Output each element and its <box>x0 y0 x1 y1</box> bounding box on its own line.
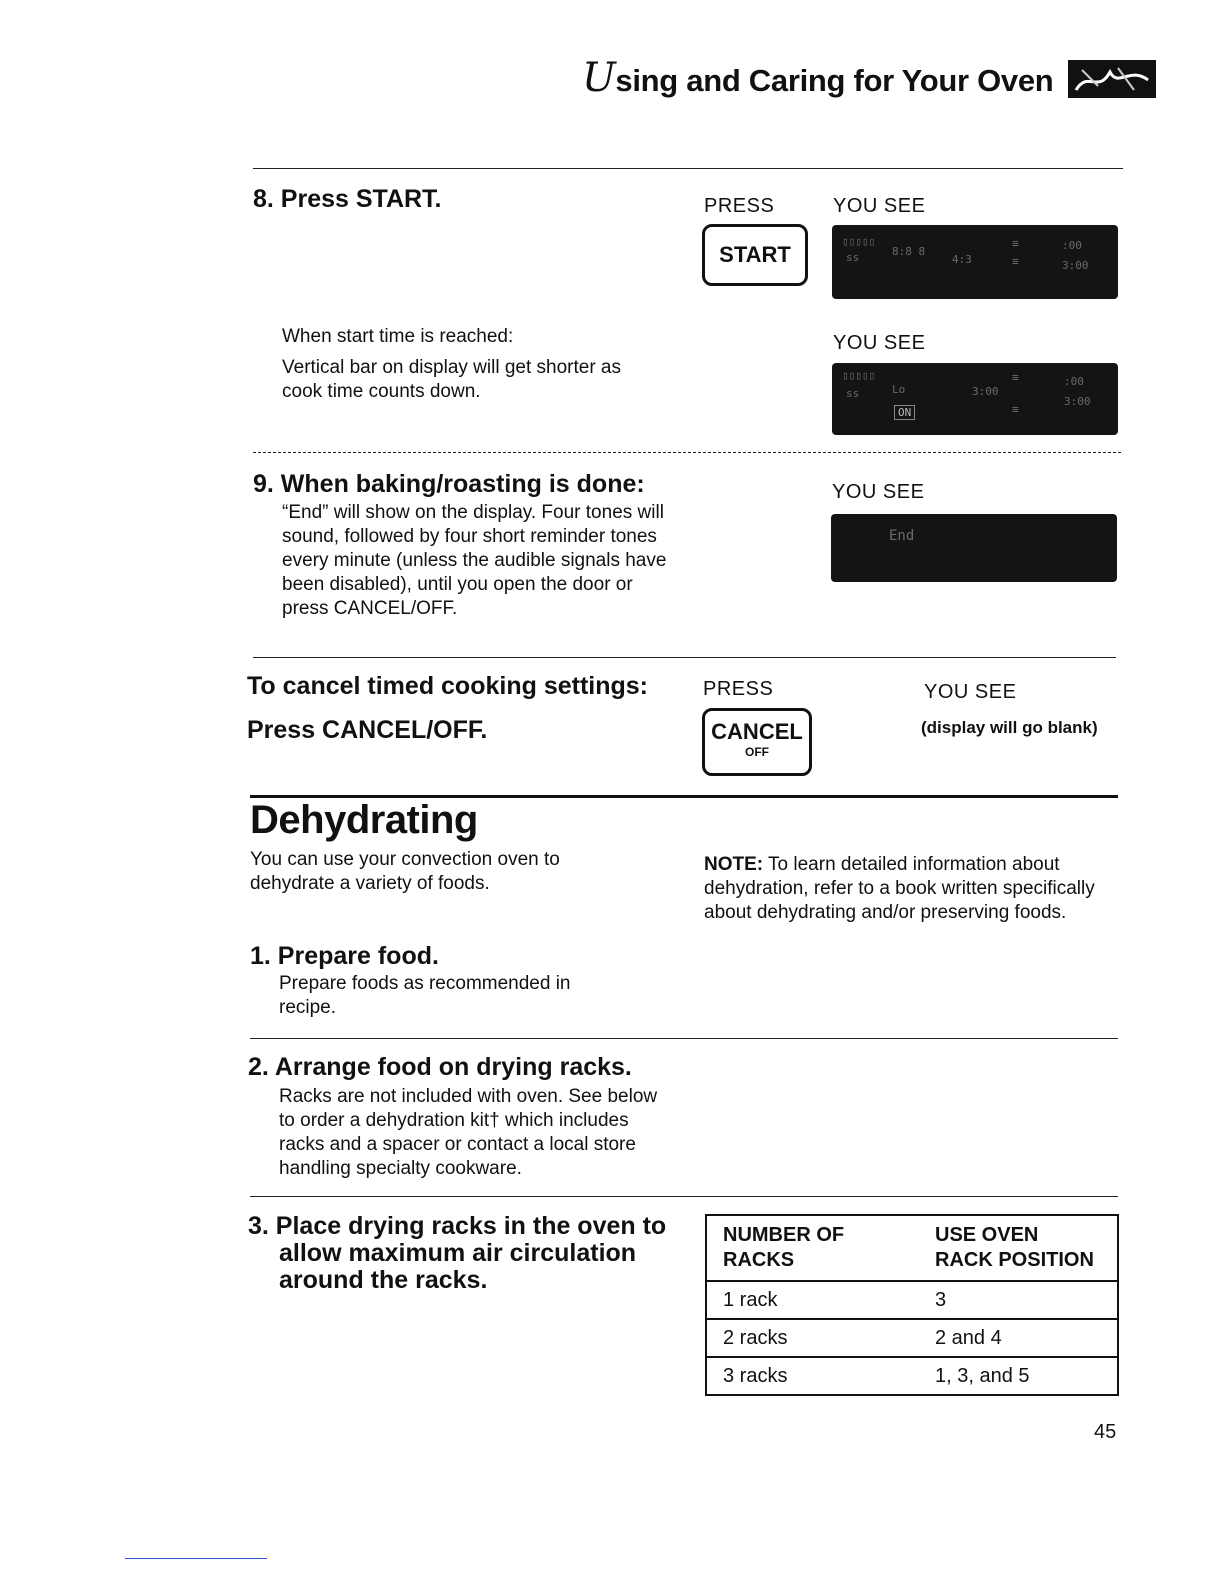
table-cell: 2 racks <box>706 1319 919 1357</box>
divider <box>253 657 1116 658</box>
page-number: 45 <box>1094 1421 1117 1443</box>
step-9-body: “End” will show on the display. Four tones will sound, followed by four short reminder tones every minute (unless the audible signals have been disabled), until you open the door or press CANCEL/OFF. <box>282 502 667 619</box>
rack-position-table <box>705 1214 1119 1396</box>
note-label: NOTE: <box>704 854 764 875</box>
footnote-rule <box>125 1558 267 1559</box>
step-1-title: 1. Prepare food. <box>250 942 439 970</box>
section-heading: Dehydrating <box>250 798 478 842</box>
you-see-label: YOU SEE <box>833 195 926 217</box>
display-panel-cooking: ▯▯▯▯▯ ss Lo 3:00 ≡ ≡ :00 3:00 ON <box>832 363 1118 435</box>
note-text: To learn detailed information about dehydration, refer to a book written specifically about dehydrating and/or preserving foods. <box>704 854 1095 923</box>
step-1-body: Prepare foods as recommended in recipe. <box>279 973 571 1018</box>
press-label: PRESS <box>703 678 774 700</box>
you-see-label: YOU SEE <box>924 681 1017 703</box>
dehydration-note <box>704 853 1108 925</box>
table-header-row <box>706 1215 1118 1281</box>
off-key-label: OFF <box>745 745 769 759</box>
step-2-body: Racks are not included with oven. See below to order a dehydration kit† which includes racks and a spacer or contact a local store handling specialty cookware. <box>279 1086 658 1179</box>
table-cell: 3 racks <box>706 1357 919 1395</box>
page-header-title: Using and Caring for Your Oven <box>582 55 1054 101</box>
start-reached-text: When start time is reached: <box>282 326 514 347</box>
you-see-label: YOU SEE <box>832 481 925 503</box>
display-panel-end <box>831 514 1117 582</box>
table-cell: 3 <box>919 1281 1118 1319</box>
divider <box>250 1196 1118 1197</box>
display-on-indicator: ON <box>894 405 915 420</box>
display-panel-start: ▯▯▯▯▯ ss 8:8 8 4:3 ≡ ≡ :00 3:00 <box>832 225 1118 299</box>
display-blank-note: (display will go blank) <box>921 718 1098 737</box>
step-3-title: 3. Place drying racks in the oven to allow maximum air circulation around the racks. <box>248 1212 667 1294</box>
step-2-title: 2. Arrange food on drying racks. <box>248 1053 632 1081</box>
table-row <box>706 1281 1118 1319</box>
press-label: PRESS <box>704 195 775 217</box>
display-end-text: End <box>889 528 915 544</box>
dehydrating-intro: You can use your convection oven to dehydrate a variety of foods. <box>250 849 560 894</box>
step-9-title: 9. When baking/roasting is done: <box>253 470 645 498</box>
table-cell: 1 rack <box>706 1281 919 1319</box>
column-header: NUMBER OF RACKS <box>723 1224 845 1271</box>
cancel-key-label: CANCEL <box>711 719 803 744</box>
start-key[interactable]: START <box>702 224 808 286</box>
cancel-instruction: Press CANCEL/OFF. <box>247 716 488 744</box>
divider <box>253 452 1121 453</box>
divider <box>253 168 1123 169</box>
divider <box>250 1038 1118 1039</box>
table-row <box>706 1319 1118 1357</box>
cancel-off-key[interactable] <box>702 708 812 776</box>
table-cell: 1, 3, and 5 <box>919 1357 1118 1395</box>
vertical-bar-text: Vertical bar on display will get shorter as cook time counts down. <box>282 357 621 402</box>
cancel-title: To cancel timed cooking settings: <box>247 672 648 700</box>
step-8-title: 8. Press START. <box>253 185 442 213</box>
brand-logo <box>1068 60 1156 98</box>
column-header: USE OVEN RACK POSITION <box>935 1224 1094 1271</box>
table-row <box>706 1357 1118 1395</box>
table-cell: 2 and 4 <box>919 1319 1118 1357</box>
you-see-label: YOU SEE <box>833 332 926 354</box>
